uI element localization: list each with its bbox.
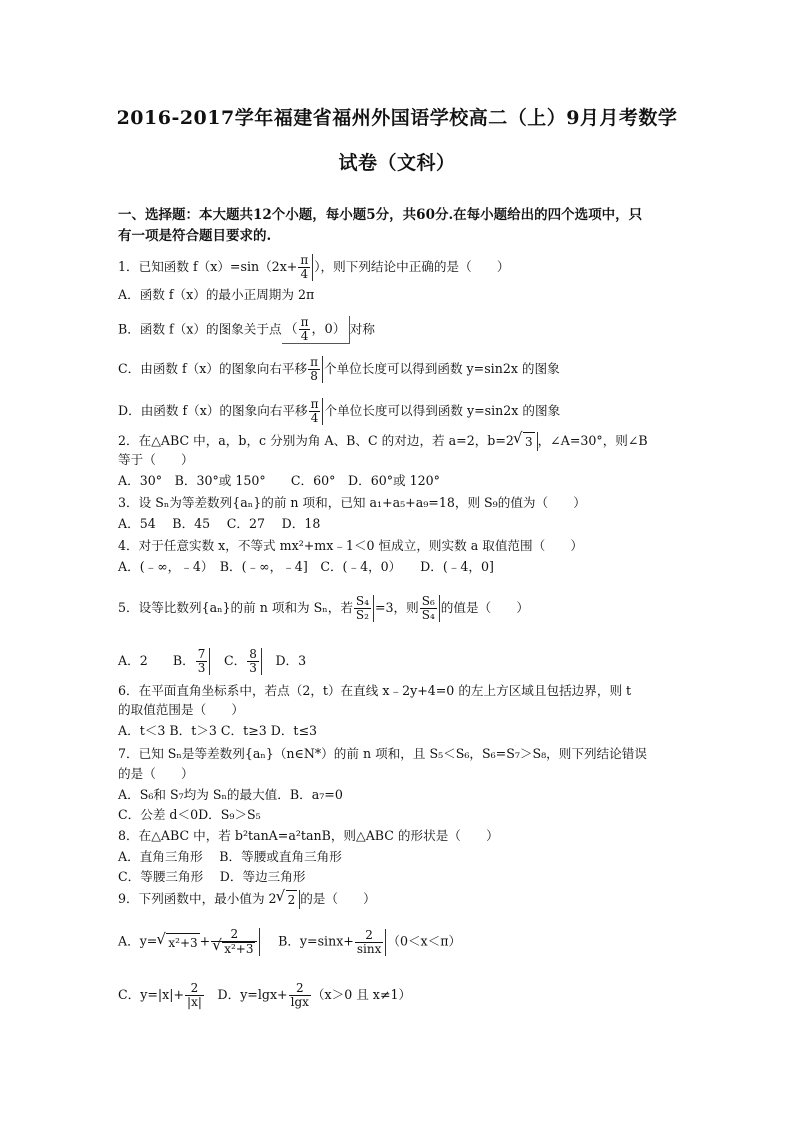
q6-stem-line1: 6．在平面直角坐标系中，若点（2，t）在直线 x﹣2y+4=0 的左上方区域且包括边界，则 t	[118, 683, 632, 698]
q7-options-ab: A．S₆和 S₇均为 Sₙ的最大值．B．a₇=0	[118, 787, 343, 802]
q7-options-cd: C．公差 d＜0D．S₉＞S₅	[118, 807, 261, 822]
section-heading-line2: 有一项是符合题目要求的.	[118, 228, 272, 244]
q6-options: A．t＜3 B．t＞3 C．t≥3 D．t≤3	[118, 723, 318, 738]
q8-stem: 8．在△ABC 中，若 b²tanA=a²tanB，则△ABC 的形状是（ ）	[118, 828, 499, 843]
q1-option-b: B．函数 f（x）的图象关于点 （ $\frac{\pi}{4}$ ，0） 对称	[118, 315, 375, 343]
q4-options: A．(﹣∞，﹣4） B．(﹣∞，﹣4] C．(﹣4，0） D．(﹣4，0]	[118, 559, 494, 574]
q2-stem-line2: 等于（ ）	[118, 452, 194, 467]
q5-stem: 5．设等比数列{aₙ}的前 n 项和为 Sₙ，若 $\frac{\text{S₄}}{\text{S₂}}$ =3，则 $\frac{\text{S₆}}{\text{S₄}}$ 的值是（ ）	[118, 594, 529, 622]
q9-stem: 9．下列函数中，最小值为 2√ 2 的是（ ）	[118, 890, 376, 909]
q5-options: A．2 B． $\frac{7}{3}$ C． $\frac{8}{3}$ D．3	[118, 647, 307, 675]
q4-stem: 4．对于任意实数 x，不等式 mx²+mx﹣1＜0 恒成立，则实数 a 取值范围（ ）	[118, 538, 583, 553]
q7-stem-line2: 的是（ ）	[118, 766, 194, 781]
q7-stem-line1: 7．已知 Sₙ是等差数列{aₙ}（n∈N*）的前 n 项和，且 S₅＜S₆，S₆=S₇＞S₈，则下列结论错误	[118, 746, 647, 761]
q1-stem: 1．已知函数 f（x）=sin（2x+ $\frac{\pi}{4}$ ），则下列结论中正确的是（ ）	[118, 253, 510, 281]
exam-title-line1: 2016-2017学年福建省福州外国语学校高二（上）9月月考数学	[116, 107, 678, 129]
q8-options-cd: C．等腰三角形 D．等边三角形	[118, 869, 306, 884]
q3-options: A．54 B．45 C．27 D．18	[118, 516, 321, 531]
q9-options-cd: C．y=|x|+ $\frac{2}{|x|}$ D．y=lgx+ $\frac{2}{\lg x}$ （x＞0 且 x≠1）	[118, 981, 412, 1009]
section-heading-line1: 一、选择题：本大题共12个小题，每小题5分，共60分.在每小题给出的四个选项中，只	[118, 207, 643, 223]
q2-options: A．30° B．30°或 150° C．60° D．60°或 120°	[118, 473, 440, 488]
q8-options-ab: A．直角三角形 B．等腰或直角三角形	[118, 849, 342, 864]
q1-option-d: D．由函数 f（x）的图象向右平移 $\frac{\pi}{4}$ 个单位长度可以得到函数 y=sin2x 的图象	[118, 397, 561, 425]
exam-title-line2: 试卷（文科）	[338, 152, 456, 174]
q2-stem-line1: 2．在△ABC 中，a，b，c 分别为角 A、B、C 的对边，若 a=2，b=2√ 3 ，∠A=30°，则∠B	[118, 432, 648, 451]
q6-stem-line2: 的取值范围是（ ）	[118, 702, 244, 717]
q9-options-ab: A．y=√ x²+3 + 2 √ x²+3 B．y=sinx+ $\frac{2}{\sin x}$ （0＜x＜π）	[118, 928, 461, 956]
q3-stem: 3．设 Sₙ为等差数列{aₙ}的前 n 项和，已知 a₁+a₅+a₉=18，则 S₉的值为（ ）	[118, 495, 586, 510]
q1-point: （ $\frac{\pi}{4}$ ，0）	[282, 316, 350, 344]
q1-option-a: A．函数 f（x）的最小正周期为 2π	[118, 287, 315, 302]
q1-fraction: $\frac{\pi}{4}$	[298, 254, 313, 281]
q1-option-c: C．由函数 f（x）的图象向右平移 $\frac{\pi}{8}$ 个单位长度可以得到函数 y=sin2x 的图象	[118, 355, 560, 383]
